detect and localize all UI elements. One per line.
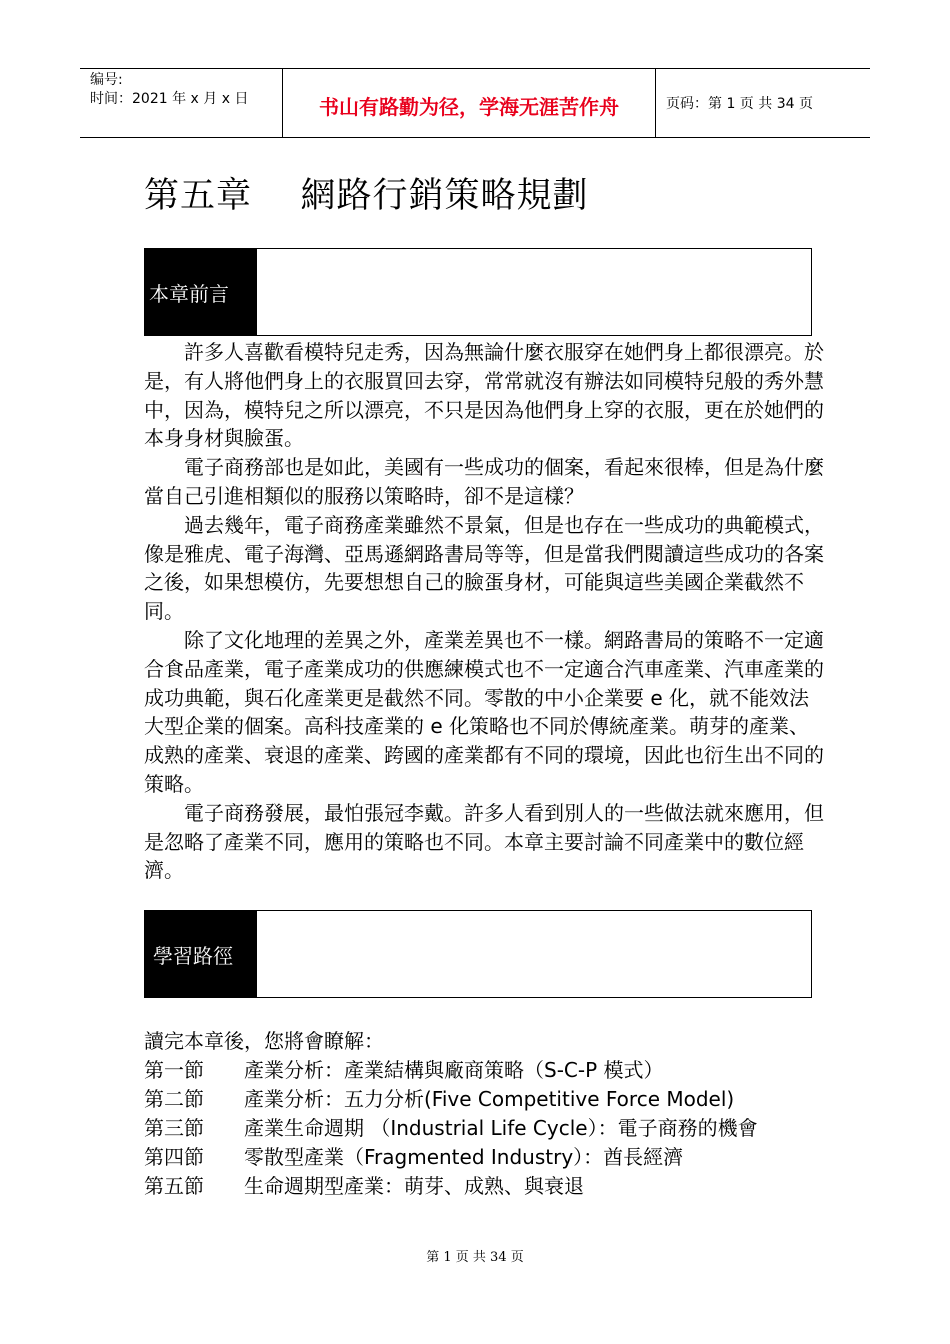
section-item (144, 1056, 758, 1085)
page-footer: 第 1 页 共 34 页 (426, 1250, 524, 1265)
intro-section-box (144, 248, 812, 336)
section-text: 產業分析：產業結構與廠商策略（S-C-P 模式） (244, 1058, 664, 1082)
section-item (144, 1085, 758, 1114)
section-item (144, 1114, 758, 1143)
section-number: 第二節 (144, 1087, 204, 1111)
learning-path-box (144, 910, 812, 998)
section-item (144, 1143, 758, 1172)
section-text: 產業生命週期 （Industrial Life Cycle）：電子商務的機會 (244, 1116, 758, 1140)
section-item (144, 1172, 758, 1201)
section-text: 產業分析：五力分析(Five Competitive Force Model) (244, 1087, 735, 1111)
paragraph: 電子商務發展，最怕張冠李戴。許多人看到別人的一些做法就來應用，但是忽略了產業不同，應用的策略也不同。本章主要討論不同產業中的數位經濟。 (144, 800, 824, 883)
paragraph: 電子商務部也是如此，美國有一些成功的個案，看起來很棒，但是為什麼當自己引進相類似的服務以策略時，卻不是這樣？ (144, 455, 824, 508)
intro-body (144, 338, 824, 885)
intro-section-label: 本章前言 (145, 249, 257, 335)
section-number: 第四節 (144, 1145, 204, 1169)
section-number: 第五節 (144, 1174, 204, 1198)
section-number: 第一節 (144, 1058, 204, 1082)
header-table (80, 68, 870, 138)
section-text: 生命週期型產業：萌芽、成熟、與衰退 (244, 1174, 584, 1198)
paragraph: 過去幾年，電子商務產業雖然不景氣，但是也存在一些成功的典範模式，像是雅虎、電子海灣、亞馬遜網路書局等等，但是當我們閱讀這些成功的各案之後，如果想模仿，先要想想自己的臉蛋身材，可能與這些美國企業截然不同。 (144, 512, 824, 624)
document-number-label: 编号: (90, 72, 123, 88)
paragraph: 除了文化地理的差異之外，產業差異也不一樣。網路書局的策略不一定適合食品產業，電子產業成功的供應練模式也不一定適合汽車產業、汽車產業的成功典範，與石化產業更是截然不同。零散的中小企業要 e 化，就不能效法大型企業的個案。高科技產業的 e 化策略也不同於傳統產業。萌芽的產業、成熟的產業、衰退的產業、跨國的產業都有不同的環境，因此也衍生出不同的策略。 (144, 627, 824, 796)
paragraph: 許多人喜歡看模特兒走秀，因為無論什麼衣服穿在她們身上都很漂亮。於是，有人將他們身上的衣服買回去穿，常常就沒有辦法如同模特兒般的秀外慧中，因為，模特兒之所以漂亮，不只是因為他們身上穿的衣服，更在於她們的本身身材與臉蛋。 (144, 340, 824, 451)
chapter-title: 第五章 網路行銷策略規劃 (144, 176, 589, 216)
header-meta-cell (80, 69, 283, 137)
header-page-info: 页码：第 1 页 共 34 页 (666, 96, 813, 112)
header-motto: 书山有路勤为径，学海无涯苦作舟 (319, 95, 619, 119)
section-number: 第三節 (144, 1116, 204, 1140)
section-list (144, 1056, 758, 1201)
header-page-cell (656, 69, 870, 137)
header-motto-cell (283, 69, 656, 137)
section-text: 零散型產業（Fragmented Industry）：酋長經濟 (244, 1145, 684, 1169)
learning-path-label: 學習路徑 (145, 911, 257, 997)
learning-intro: 讀完本章後，您將會瞭解： (144, 1029, 384, 1053)
document-time-label: 时间：2021 年 x 月 x 日 (90, 91, 249, 107)
